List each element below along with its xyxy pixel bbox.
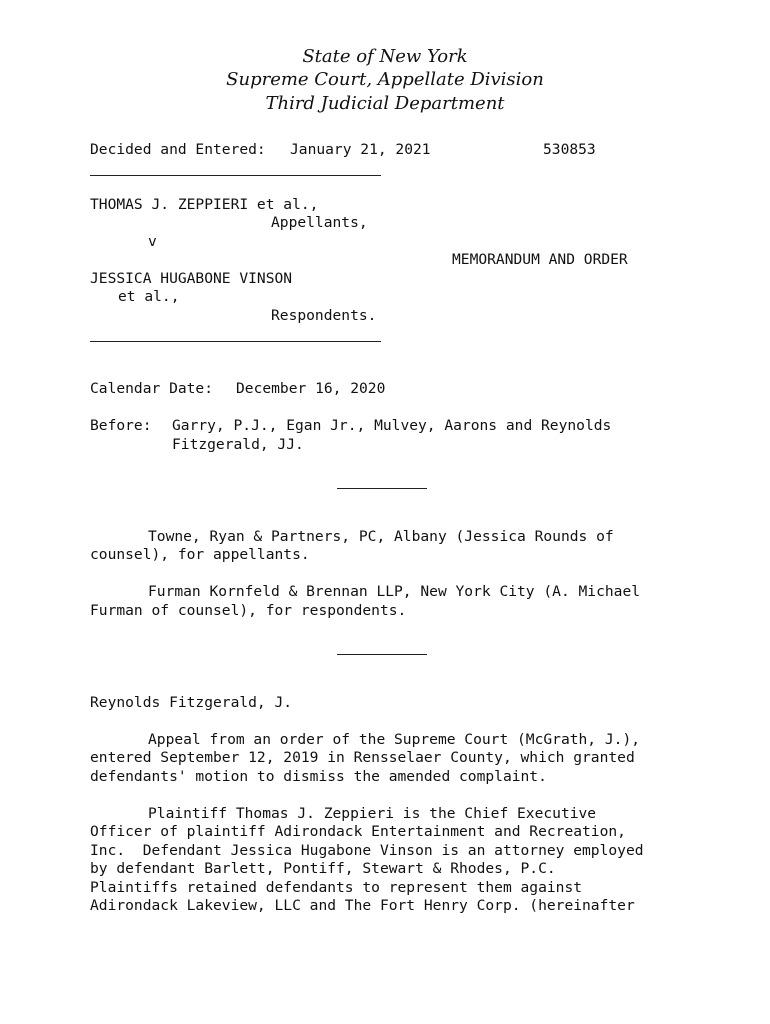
body-line: Plaintiff Thomas J. Zeppieri is the Chief Executive [148,805,597,822]
docket-number: 530853 [543,141,596,158]
opinion-author: Reynolds Fitzgerald, J. [90,694,293,711]
separator-rule [337,488,427,489]
decided-date: January 21, 2021 [290,141,431,158]
separator-rule [337,654,427,655]
before-label: Before: [90,417,152,434]
respondents-role: Respondents. [271,307,377,324]
appellants-role: Appellants, [271,214,368,231]
appellants-counsel: Towne, Ryan & Partners, PC, Albany (Jessica Rounds of [148,528,614,545]
versus: v [148,233,157,250]
respondents-counsel: Furman Kornfeld & Brennan LLP, New York City (A. Michael [148,583,641,600]
decided-label: Decided and Entered: [90,141,266,158]
calendar-date: December 16, 2020 [236,380,386,397]
caption-bottom-rule [90,341,381,342]
respondents-name-cont: et al., [118,288,180,305]
body-line: Plaintiffs retained defendants to represent them against [90,879,583,896]
body-line: defendants' motion to dismiss the amended complaint. [90,768,547,785]
before-judges: Garry, P.J., Egan Jr., Mulvey, Aarons and Reynolds [172,417,612,434]
respondents-name: JESSICA HUGABONE VINSON [90,270,293,287]
appellants-name: THOMAS J. ZEPPIERI et al., [90,196,319,213]
appellants-counsel-cont: counsel), for appellants. [90,546,310,563]
court-state: State of New York [302,46,468,67]
calendar-label: Calendar Date: [90,380,214,397]
body-line: by defendant Barlett, Pontiff, Stewart & Rhodes, P.C. [90,860,556,877]
body-line: Appeal from an order of the Supreme Court (McGrath, J.), [148,731,641,748]
court-name: Supreme Court, Appellate Division [226,69,544,90]
before-judges-cont: Fitzgerald, JJ. [172,436,304,453]
order-type: MEMORANDUM AND ORDER [452,251,628,268]
caption-top-rule [90,175,381,176]
respondents-counsel-cont: Furman of counsel), for respondents. [90,602,407,619]
body-line: Inc. Defendant Jessica Hugabone Vinson is an attorney employed [90,842,644,859]
body-line: Adirondack Lakeview, LLC and The Fort Henry Corp. (hereinafter [90,897,635,914]
court-department: Third Judicial Department [265,93,505,114]
body-line: entered September 12, 2019 in Rensselaer County, which granted [90,749,635,766]
body-line: Officer of plaintiff Adirondack Entertainment and Recreation, [90,823,626,840]
